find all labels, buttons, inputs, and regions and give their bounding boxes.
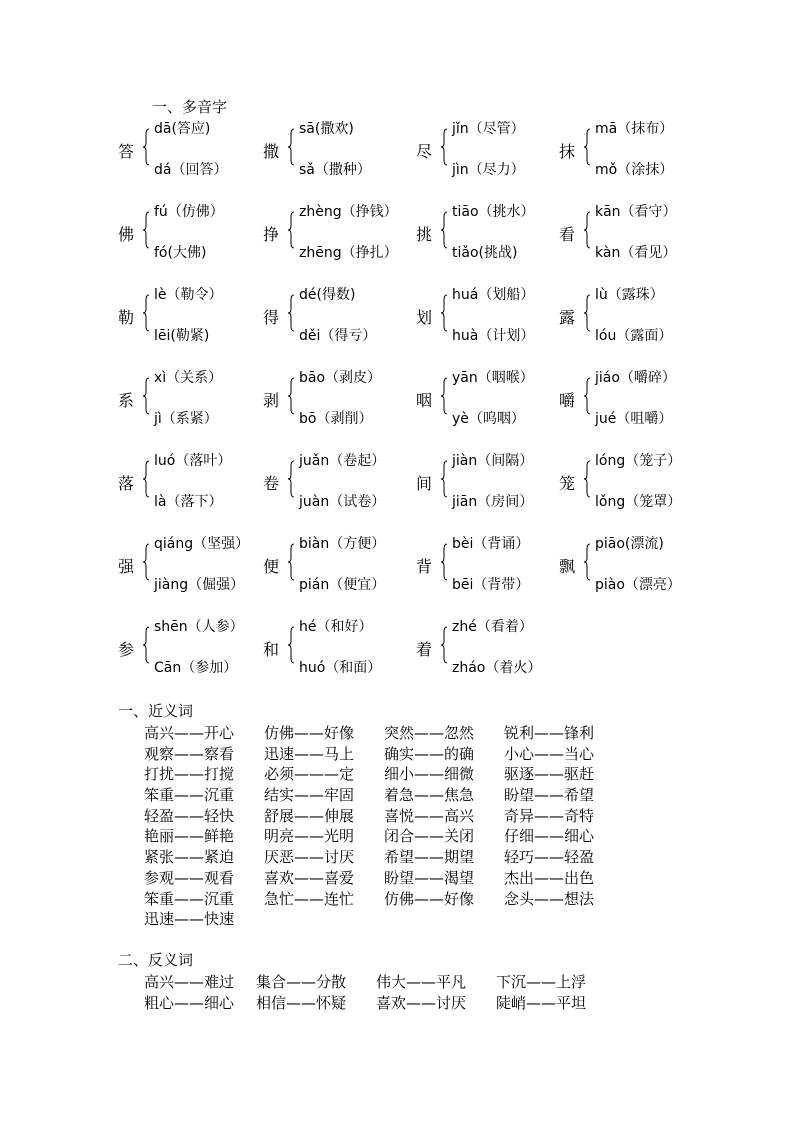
polyphone-row — [118, 195, 718, 278]
polyphone-char: 撒 — [263, 142, 280, 161]
brace-icon — [142, 128, 150, 166]
polyphone-entry — [263, 278, 413, 361]
brace-icon — [440, 626, 448, 664]
polyphone-char: 笼 — [559, 474, 576, 493]
reading-first: huá（划船） — [452, 287, 535, 303]
polyphone-char: 看 — [559, 225, 576, 244]
reading-first: juǎn（卷起） — [299, 453, 386, 469]
word-pair: 仿佛——好像 — [384, 889, 475, 908]
polyphone-entry — [263, 195, 413, 278]
word-pair: 结实——牢固 — [264, 786, 355, 805]
polyphone-char: 系 — [118, 391, 135, 410]
polyphone-char: 咽 — [416, 391, 433, 410]
polyphone-entry — [118, 112, 268, 195]
reading-first: dé(得数) — [299, 287, 356, 303]
brace-icon — [287, 128, 295, 166]
brace-icon — [142, 377, 150, 415]
reading-first: sā(撒欢) — [299, 121, 354, 137]
polyphone-entry — [559, 361, 709, 444]
reading-second: jiàng（倔强） — [154, 577, 245, 593]
word-pair: 参观——观看 — [144, 868, 235, 887]
word-pair: 艳丽——鲜艳 — [144, 827, 235, 846]
word-pair: 笨重——沉重 — [144, 889, 235, 908]
word-pair: 着急——焦急 — [384, 786, 475, 805]
reading-first: jiáo（嚼碎） — [595, 370, 676, 386]
polyphone-row — [118, 361, 718, 444]
polyphone-entry — [559, 527, 709, 610]
polyphone-char: 着 — [416, 640, 433, 659]
word-pair: 陡峭——平坦 — [496, 993, 587, 1012]
polyphone-entry — [416, 112, 566, 195]
reading-first: piāo(漂流) — [595, 536, 664, 552]
reading-first: fú（仿佛） — [154, 204, 224, 220]
polyphone-char: 强 — [118, 557, 135, 576]
reading-second: piào（漂亮） — [595, 577, 681, 593]
synonym-section-title: 一、近义词 — [118, 702, 194, 720]
word-pair: 小心——当心 — [504, 744, 595, 763]
word-pair: 喜悦——高兴 — [384, 806, 475, 825]
brace-icon — [287, 377, 295, 415]
word-pair: 仿佛——好像 — [264, 724, 355, 742]
word-pair: 确实——的确 — [384, 744, 475, 763]
brace-icon — [287, 543, 295, 581]
reading-second: Cān（参加） — [154, 660, 238, 676]
polyphone-char: 得 — [263, 308, 280, 327]
word-pair: 迅速——快速 — [144, 910, 235, 929]
word-pair: 闭合——关闭 — [384, 827, 475, 846]
brace-icon — [583, 543, 591, 581]
brace-icon — [583, 128, 591, 166]
polyphone-char: 剥 — [263, 391, 280, 410]
reading-first: dā(答应) — [154, 121, 211, 137]
reading-first: mā（抹布） — [595, 121, 674, 137]
polyphone-char: 露 — [559, 308, 576, 327]
reading-second: huà（计划） — [452, 328, 535, 344]
polyphone-entry — [118, 444, 268, 527]
word-pair: 集合——分散 — [256, 973, 347, 991]
polyphone-entry — [118, 195, 268, 278]
reading-second: sǎ（撒种） — [299, 162, 371, 178]
polyphone-entry — [416, 527, 566, 610]
polyphone-entry — [416, 444, 566, 527]
polyphone-entry — [559, 278, 709, 361]
brace-icon — [583, 377, 591, 415]
reading-second: huó（和面） — [299, 660, 382, 676]
polyphone-entry — [559, 112, 709, 195]
word-pair: 明亮——光明 — [264, 827, 355, 846]
polyphone-entry — [416, 278, 566, 361]
word-pair: 观察——察看 — [144, 744, 235, 763]
reading-second: kàn（看见） — [595, 245, 677, 261]
reading-first: biàn（方便） — [299, 536, 386, 552]
brace-icon — [142, 294, 150, 332]
brace-icon — [583, 294, 591, 332]
polyphone-section-title: 一、多音字 — [152, 98, 228, 116]
word-pair: 舒展——伸展 — [264, 806, 355, 825]
reading-second: jìn（尽力） — [452, 162, 525, 178]
polyphone-entry — [263, 361, 413, 444]
word-pair: 驱逐——驱赶 — [504, 765, 595, 784]
polyphone-char: 划 — [416, 308, 433, 327]
brace-icon — [142, 543, 150, 581]
reading-first: zhé（看着） — [452, 619, 533, 635]
word-pair: 喜欢——喜爱 — [264, 868, 355, 887]
reading-first: xì（关系） — [154, 370, 223, 386]
word-pair: 突然——忽然 — [384, 724, 475, 742]
polyphone-entry — [263, 610, 413, 693]
reading-second: lóu（露面） — [595, 328, 673, 344]
polyphone-char: 参 — [118, 640, 135, 659]
polyphone-char: 嚼 — [559, 391, 576, 410]
word-pair: 细小——细微 — [384, 765, 475, 784]
reading-second: yè（呜咽） — [452, 411, 525, 427]
brace-icon — [287, 211, 295, 249]
polyphone-entry — [118, 610, 268, 693]
polyphone-char: 抹 — [559, 142, 576, 161]
polyphone-char: 背 — [416, 557, 433, 576]
brace-icon — [287, 294, 295, 332]
word-pair: 希望——期望 — [384, 848, 475, 867]
reading-second: zháo（着火） — [452, 660, 542, 676]
reading-first: bèi（背诵） — [452, 536, 530, 552]
polyphone-grid — [118, 112, 718, 693]
reading-second: là（落下） — [154, 494, 223, 510]
brace-icon — [440, 211, 448, 249]
polyphone-char: 勒 — [118, 308, 135, 327]
reading-first: jǐn（尽管） — [452, 121, 525, 137]
brace-icon — [440, 294, 448, 332]
word-pair: 相信——怀疑 — [256, 993, 347, 1012]
word-pair: 厌恶——讨厌 — [264, 848, 355, 867]
brace-icon — [583, 460, 591, 498]
reading-first: lóng（笼子） — [595, 453, 682, 469]
reading-second: mǒ（涂抹） — [595, 162, 674, 178]
polyphone-char: 落 — [118, 474, 135, 493]
reading-first: tiāo（挑水） — [452, 204, 535, 220]
reading-second: jì（系紧） — [154, 411, 218, 427]
word-pair: 杰出——出色 — [504, 868, 595, 887]
polyphone-char: 便 — [263, 557, 280, 576]
reading-second: bō（剥削） — [299, 411, 373, 427]
word-pair: 急忙——连忙 — [264, 889, 355, 908]
polyphone-row — [118, 610, 718, 693]
reading-first: jiàn（间隔） — [452, 453, 534, 469]
reading-second: lǒng（笼罩） — [595, 494, 682, 510]
reading-first: yān（咽喉） — [452, 370, 534, 386]
polyphone-char: 挣 — [263, 225, 280, 244]
word-pair: 必须———定 — [264, 765, 355, 784]
reading-second: děi（得亏） — [299, 328, 377, 344]
polyphone-char: 挑 — [416, 225, 433, 244]
polyphone-row — [118, 527, 718, 610]
word-pair: 盼望——希望 — [504, 786, 595, 805]
polyphone-row — [118, 112, 718, 195]
word-pair: 伟大——平凡 — [376, 973, 467, 991]
brace-icon — [440, 543, 448, 581]
word-pair: 轻盈——轻快 — [144, 806, 235, 825]
brace-icon — [142, 460, 150, 498]
brace-icon — [583, 211, 591, 249]
polyphone-entry — [559, 195, 709, 278]
polyphone-entry — [416, 361, 566, 444]
brace-icon — [440, 377, 448, 415]
word-pair: 锐利——锋利 — [504, 724, 595, 742]
word-pair: 打扰——打搅 — [144, 765, 235, 784]
reading-second: pián（便宜） — [299, 577, 386, 593]
reading-second: juàn（试卷） — [299, 494, 386, 510]
polyphone-char: 卷 — [263, 474, 280, 493]
reading-first: bāo（剥皮） — [299, 370, 382, 386]
reading-second: jiān（房间） — [452, 494, 534, 510]
reading-second: tiǎo(挑战) — [452, 245, 518, 261]
reading-second: lēi(勒紧) — [154, 328, 210, 344]
polyphone-char: 答 — [118, 142, 135, 161]
polyphone-entry — [263, 527, 413, 610]
brace-icon — [287, 626, 295, 664]
reading-second: bēi（背带） — [452, 577, 530, 593]
word-pair: 高兴——难过 — [144, 973, 235, 991]
word-pair: 下沉——上浮 — [496, 973, 587, 991]
reading-first: lù（露珠） — [595, 287, 664, 303]
polyphone-char: 间 — [416, 474, 433, 493]
word-pair: 粗心——细心 — [144, 993, 235, 1012]
polyphone-entry — [118, 278, 268, 361]
reading-first: hé（和好） — [299, 619, 373, 635]
polyphone-entry — [559, 444, 709, 527]
polyphone-char: 飘 — [559, 557, 576, 576]
reading-second: dá（回答） — [154, 162, 228, 178]
reading-first: qiáng（坚强） — [154, 536, 250, 552]
polyphone-char: 尽 — [416, 142, 433, 161]
polyphone-row — [118, 444, 718, 527]
brace-icon — [142, 626, 150, 664]
polyphone-entry — [416, 195, 566, 278]
polyphone-entry — [416, 610, 566, 693]
brace-icon — [287, 460, 295, 498]
polyphone-entry — [118, 527, 268, 610]
word-pair: 念头——想法 — [504, 889, 595, 908]
reading-second: zhēng（挣扎） — [299, 245, 398, 261]
word-pair: 迅速——马上 — [264, 744, 355, 763]
reading-first: kān（看守） — [595, 204, 677, 220]
polyphone-entry — [263, 112, 413, 195]
word-pair: 盼望——渴望 — [384, 868, 475, 887]
brace-icon — [142, 211, 150, 249]
antonym-section-title: 二、反义词 — [118, 951, 194, 969]
word-pair: 奇异——奇特 — [504, 806, 595, 825]
reading-second: jué（咀嚼） — [595, 411, 673, 427]
polyphone-char: 和 — [263, 640, 280, 659]
reading-first: lè（勒令） — [154, 287, 223, 303]
polyphone-entry — [118, 361, 268, 444]
polyphone-entry — [263, 444, 413, 527]
polyphone-char: 佛 — [118, 225, 135, 244]
reading-first: shēn（人参） — [154, 619, 244, 635]
word-pair: 喜欢——讨厌 — [376, 993, 467, 1012]
reading-second: fó(大佛) — [154, 245, 207, 261]
reading-first: luó（落叶） — [154, 453, 232, 469]
word-pair: 轻巧——轻盈 — [504, 848, 595, 867]
word-pair: 笨重——沉重 — [144, 786, 235, 805]
brace-icon — [440, 460, 448, 498]
word-pair: 紧张——紧迫 — [144, 848, 235, 867]
polyphone-row — [118, 278, 718, 361]
word-pair: 高兴——开心 — [144, 724, 235, 742]
brace-icon — [440, 128, 448, 166]
word-pair: 仔细——细心 — [504, 827, 595, 846]
reading-first: zhèng（挣钱） — [299, 204, 398, 220]
